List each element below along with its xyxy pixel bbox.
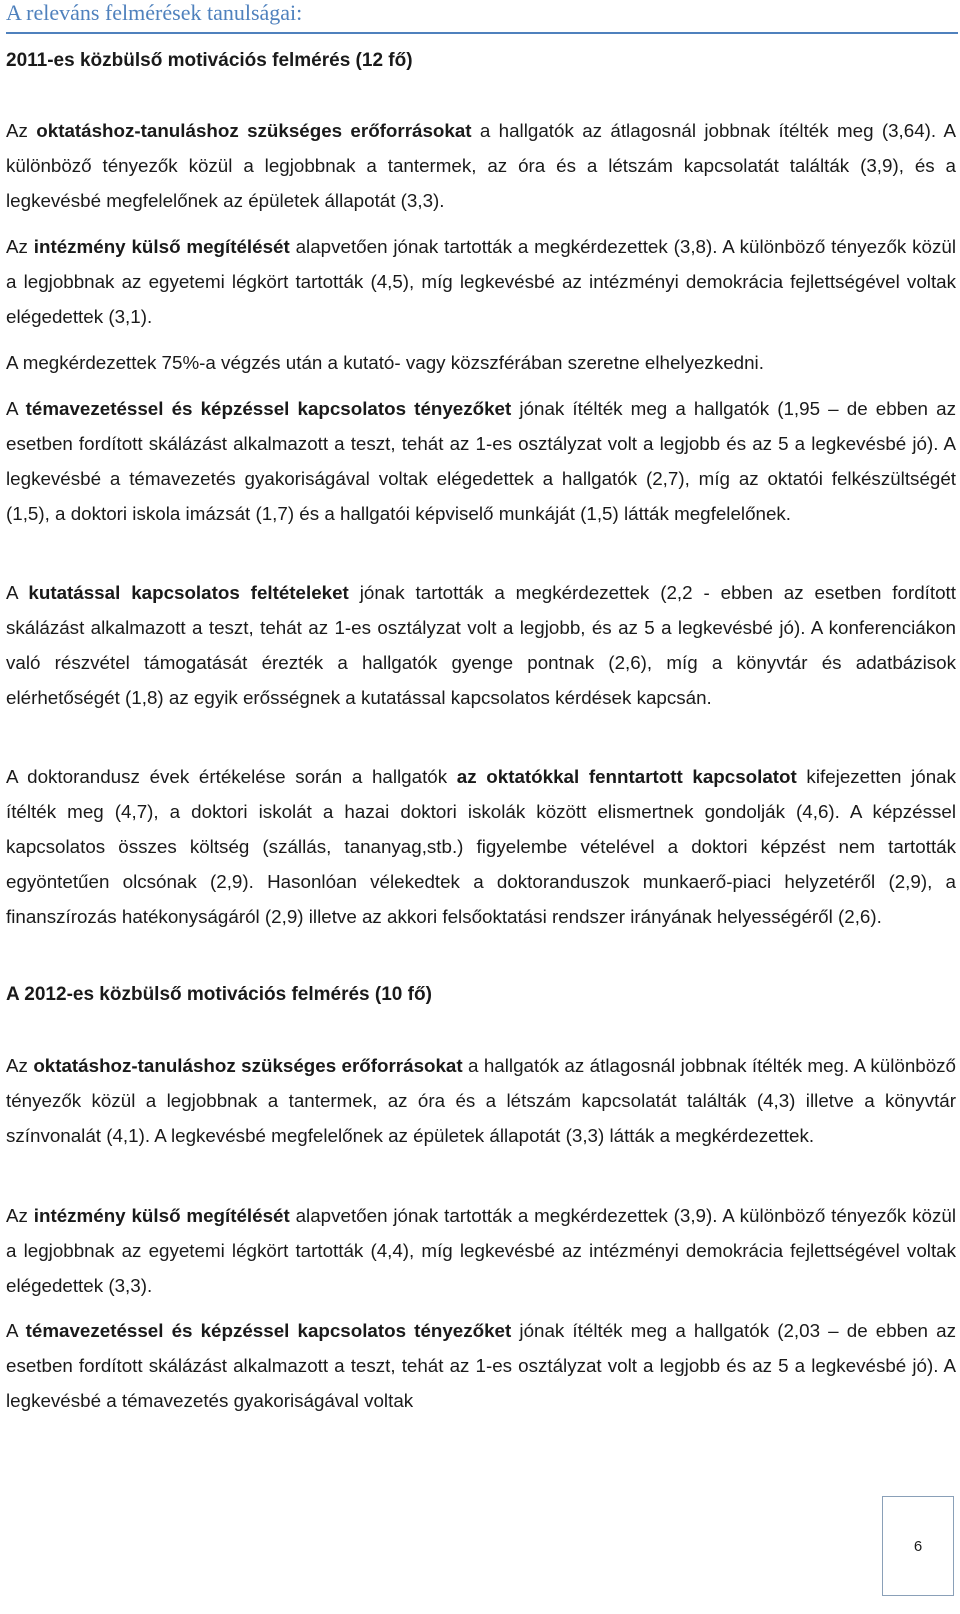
section-title-2012: A 2012-es közbülső motivációs felmérés (10 fő) [6, 984, 432, 1005]
paragraph-resources-2011 [6, 113, 956, 218]
paragraph-employment-2011: A megkérdezettek 75%-a végzés után a kutató- vagy közszférában szeretne elhelyezkedni. [6, 352, 764, 373]
text: A [6, 1320, 26, 1341]
paragraph-supervision-2011 [6, 391, 956, 531]
text: A [6, 582, 29, 603]
text: kifejezetten jónak ítélték meg (4,7), a doktori iskolát a hazai doktori iskolák között elismertnek gondolják (4,6). A képzéssel kapcsolatos összes költség (szállás, tananyag,stb.) figyelembe vételével a doktori képzést nem tartották egyöntetűen olcsónak (2,9). Hasonlóan vélekedtek a doktoranduszok munkaerő-piaci helyzetéről (2,9), a finanszírozás hatékonyságáról (2,9) illetve az akkori felsőoktatási rendszer irányának helyességéről (2,6). [6, 766, 956, 927]
text: jónak ítélték meg a hallgatók (1,95 – de ebben az esetben fordított skálázást alkalmazott a teszt, tehát az 1-es osztályzat volt a legjobb és az 5 a legkevésbé jó). A legkevésbé a témavezetés gyakoriságával voltak elégedettek a hallgatók (2,7), míg az oktatói felkészültségét (1,5), a doktori iskola imázsát (1,7) és a hallgatói képviselő munkáját (1,5) látták megfelelőnek. [6, 398, 956, 524]
text: alapvetően jónak tartották a megkérdezettek (3,9). A különböző tényezők közül a legjobbnak az egyetemi légkört tartották (4,4), míg legkevésbé az intézményi demokrácia fejlettségével voltak elégedettek (3,3). [6, 1205, 956, 1296]
bold-text: intézmény külső megítélését [33, 1205, 290, 1226]
text: jónak tartották a megkérdezettek (2,2 - ebben az esetben fordított skálázást alkalmazott a teszt, tehát az 1-es osztályzat volt a legjobb, és az 5 a legkevésbé jó). A konferenciákon való részvétel támogatását érezték a hallgatók gyenge pontnak (2,6), míg a könyvtár és adatbázisok elérhetőségét (1,8) az egyik erősségnek a kutatással kapcsolatos kérdések kapcsán. [6, 582, 956, 708]
text: Az [6, 236, 34, 257]
text: Az [6, 120, 37, 141]
text: Az [6, 1205, 34, 1226]
text: jónak ítélték meg a hallgatók (2,03 – de ebben az esetben fordított skálázást alkalmazott a teszt, tehát az 1-es osztályzat volt a legjobb és az 5 a legkevésbé jó). A legkevésbé a témavezetés gyakoriságával voltak [6, 1320, 956, 1411]
page-heading: A releváns felmérések tanulságai: [6, 0, 958, 34]
bold-text: témavezetéssel és képzéssel kapcsolatos tényezőket [25, 398, 512, 419]
bold-text: oktatáshoz-tanuláshoz szükséges erőforrásokat [33, 1055, 463, 1076]
text: alapvetően jónak tartották a megkérdezettek (3,8). A különböző tényezők közül a legjobbnak az egyetemi légkört tartották (4,5), míg legkevésbé az intézményi demokrácia fejlettségével voltak elégedettek (3,1). [6, 236, 956, 327]
text: Az [6, 1055, 34, 1076]
text: A [6, 398, 26, 419]
bold-text: témavezetéssel és képzéssel kapcsolatos tényezőket [25, 1320, 512, 1341]
page-number: 6 [913, 1537, 923, 1555]
paragraph-institution-2012 [6, 1198, 956, 1303]
section-title-2011: 2011-es közbülső motivációs felmérés (12 fő) [6, 50, 413, 71]
text: a hallgatók az átlagosnál jobbnak ítélték meg. A különböző tényezők közül a legjobbnak a tantermek, az óra és a létszám kapcsolatát találták (4,3) illetve a könyvtár színvonalát (4,1). A legkevésbé megfelelőnek az épületek állapotát (3,3) látták a megkérdezettek. [6, 1055, 956, 1146]
paragraph-evaluation-2011 [6, 759, 956, 934]
paragraph-institution-2011 [6, 229, 956, 334]
bold-text: kutatással kapcsolatos feltételeket [28, 582, 349, 603]
text: a hallgatók az átlagosnál jobbnak ítélték meg (3,64). A különböző tényezők közül a legjobbnak a tantermek, az óra és a létszám kapcsolatát találták (3,9), és a legkevésbé megfelelőnek az épületek állapotát (3,3). [6, 120, 956, 211]
bold-text: oktatáshoz-tanuláshoz szükséges erőforrásokat [36, 120, 472, 141]
text: A doktorandusz évek értékelése során a hallgatók [6, 766, 457, 787]
paragraph-research-2011 [6, 575, 956, 715]
bold-text: intézmény külső megítélését [33, 236, 290, 257]
bold-text: az oktatókkal fenntartott kapcsolatot [456, 766, 797, 787]
paragraph-resources-2012 [6, 1048, 956, 1153]
page-number-box [882, 1496, 954, 1596]
paragraph-supervision-2012 [6, 1313, 956, 1418]
